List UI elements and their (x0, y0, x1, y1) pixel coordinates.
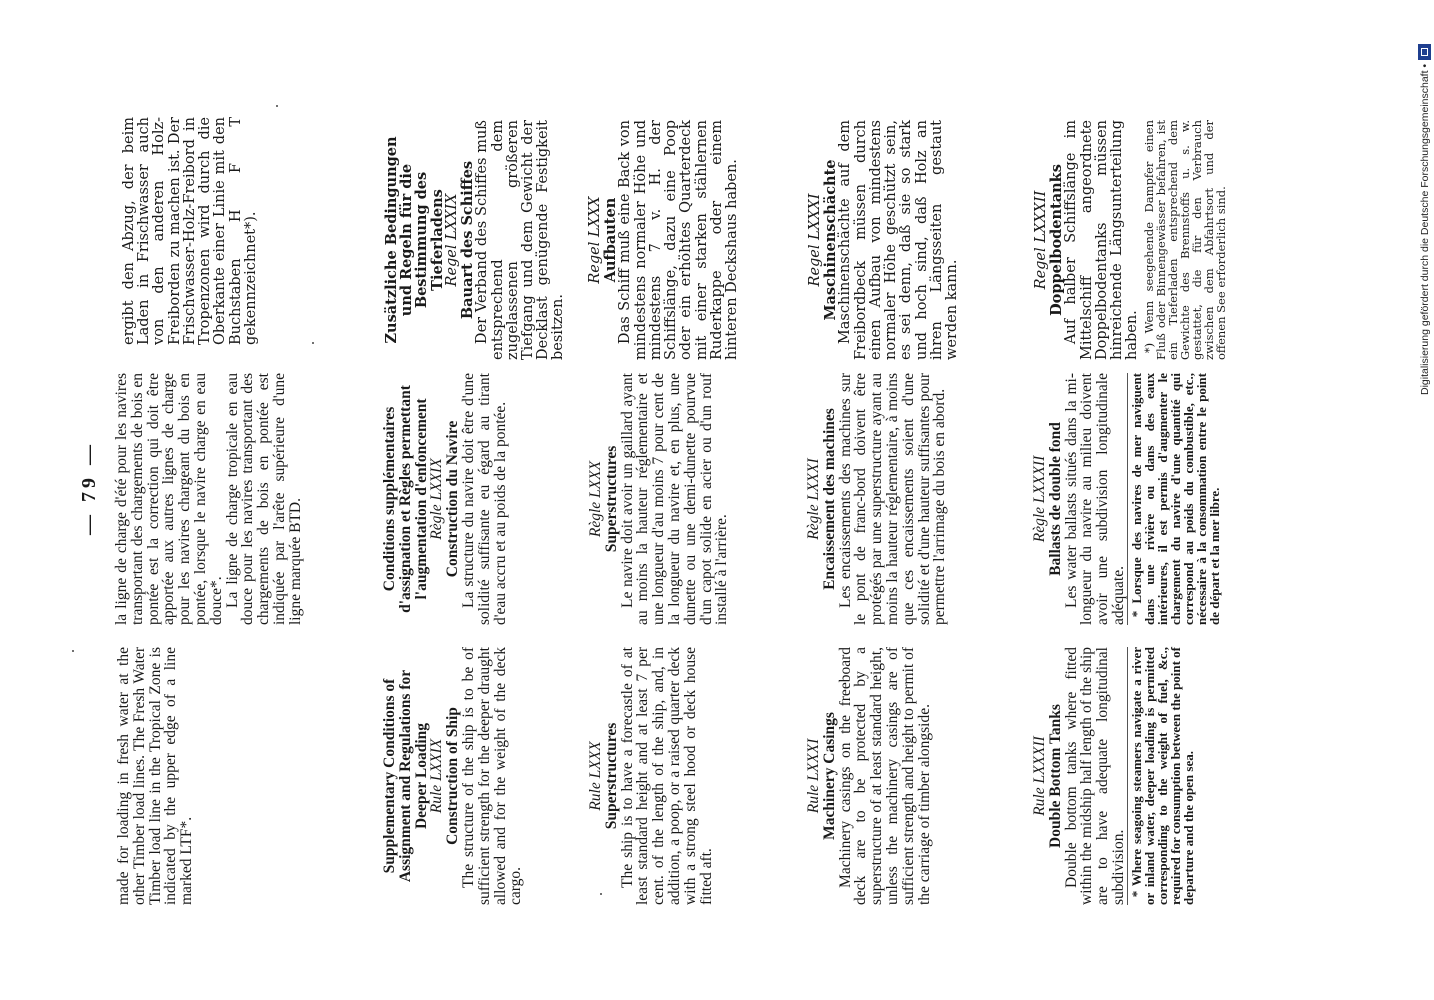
english-footnote: * Where seagoing steamers navigate a river or inland water, deeper loading is permitted corresponding to the weight of fuel, &c., required for consumption between the point of departure and the open sea. (1128, 647, 1196, 905)
french-rule80-heading: Superstructures (602, 445, 620, 553)
english-intro-column (116, 647, 195, 905)
german-rule82-number: Regel LXXXII (1033, 190, 1049, 290)
german-rule79-text: Der Verband des Schiffes muß entsprechend dem zugelassenen größeren Tiefgang und dem Gewicht der Decklast genügende Festigkeit besitzen. (474, 120, 567, 360)
german-rule79-number: Regel LXXIX (443, 193, 460, 287)
english-rule79-heading: Construction of Ship (444, 707, 462, 845)
scan-speck (312, 342, 314, 344)
digitization-credit (1418, 44, 1431, 395)
english-rule80-heading: Superstructures (602, 722, 620, 830)
german-rule82-text: Auf halber Schiffslänge im Mittelschiff angeordnete Doppelbodentanks müssen hinreichende Längsunterteilung haben. (1063, 120, 1141, 360)
scan-speck (600, 893, 602, 895)
french-footnote: * Lorsque des navires de mer naviguent dans une rivière ou dans des eaux intérieures, il est permis d'augmenter le chargement du navire d'une quantité qui correspond au poids du combustible, etc., nécessaire à la consommation entre le point de départ et la mer libre. (1128, 373, 1222, 625)
english-rule80-number: Rule LXXX (587, 741, 604, 811)
scan-speck (276, 105, 278, 107)
english-intro-text: made for loading in fresh water at the other Timber load lines. The Fresh Water Timber load line in the Tropical Zone is indicated by the upper edge of a line marked LTF*. (115, 647, 196, 905)
french-rule82-column (1032, 373, 1221, 625)
french-rule81-number: Règle LXXXI (805, 458, 822, 540)
french-intro-text: la ligne de charge d'été pour les navires transportant des chargements de bois en pontée est la correction qui doit être apportée aux autres lignes de charge pour les navires chargeant du bois en pontée, lorsque le navire charge en eau douce*. (113, 373, 225, 625)
english-rule82-number: Rule LXXXII (1031, 736, 1048, 816)
english-rule80-text: The ship is to have a forecastle of at least standard height and at least 7 per cent. of the length of the ship, and, in addition, a poop, or a raised quarter deck with a strong steel hood or deck house fitted aft. (618, 647, 715, 905)
french-rule80-column (588, 373, 730, 625)
german-rule81-number: Regel LXXXI (807, 193, 823, 287)
german-rule79-heading: Bauart des Schiffes (459, 160, 477, 320)
english-rule81-column (806, 647, 932, 905)
french-rule81-column (806, 373, 948, 625)
french-rule79-heading: Construction du Navire (444, 420, 462, 578)
french-rule81-heading: Encaissement des machines (820, 408, 838, 590)
french-intro-column (114, 373, 304, 625)
german-rule81-text: Maschinenschächte auf dem Freibordbeck müssen durch einen Aufbau von mindestens normaler Höhe geschützt sein, es sei denn, daß sie so stark und hoch sind, daß Holz an ihren Längsseiten gestaut werden kann. (837, 120, 960, 360)
german-rule80-text: Das Schiff muß eine Back von mindestens normaler Höhe und mindestens 7 v. H. der Schiffslänge, dazu eine Poop oder ein erhöhtes Quarterdeck mit einer starken stählernen Ruderkappe oder einem hinteren Deckshaus haben. (617, 120, 740, 360)
digitization-credit-text: Digitalisierung gefördert durch die Deutsche Forschungsgemeinschaft • (1418, 63, 1431, 395)
french-rule80-text: Le navire doit avoir un gaillard ayant au moins la hauteur réglementaire et une longueur d'au moins 7 pour cent de la longueur du navire et, en plus, une dunette ou une demi-dunette pourvue d'un capot solide en acier ou d'un rouf installé à l'arrière. (618, 373, 731, 625)
english-rule82-column (1032, 647, 1195, 905)
german-rule80-number: Regel LXXX (587, 196, 603, 284)
english-section-heading: Supplementary Conditions of Assignment and Regulations for Deeper Loading (381, 669, 430, 883)
english-rule81-heading: Machinery Casings (820, 712, 838, 840)
french-rule80-number: Règle LXXX (587, 460, 604, 538)
scan-speck (72, 650, 74, 652)
german-intro-text: ergibt den Abzug, der beim Laden in Frischwasser auch von den anderen Holz-Freiborden zu machen ist. Der Frischwasser-Holz-Freibord in Tropenzonen wird durch die Oberkante einer Linie mit den Buchstaben H F T gekennzeichnet*). (121, 117, 259, 345)
english-rule82-heading: Double Bottom Tanks (1046, 704, 1064, 848)
page-number: — 79 — (78, 441, 100, 535)
english-rule79-column (382, 647, 524, 905)
english-rule80-column (588, 647, 714, 905)
german-rule81-column (808, 120, 960, 360)
german-rule79-column (384, 120, 567, 360)
english-rule81-number: Rule LXXXI (805, 738, 822, 814)
french-intro-text-2: La ligne de charge tropicale en eau douce pour les navires transportant des chargements de bois en pontée est indiquée par l'arête supérieure d'une ligne marquée BTD. (223, 373, 304, 625)
german-rule82-column (1034, 120, 1227, 360)
french-rule79-number: Règle LXXIX (428, 458, 446, 540)
english-rule81-text: Machinery casings on the freeboard deck are to be protected by a superstructure of at least standard height, unless the machinery casings are of sufficient strength and height to permit of the carriage of timber alongside. (836, 647, 933, 905)
english-rule79-text: The structure of the ship is to be of sufficient strength for the deeper draught allowed and for the weight of the deck cargo. (459, 647, 525, 905)
french-rule81-text: Les encaissements des machines sur le pont de franc-bord doivent être protégés par une superstructure ayant au moins la hauteur réglementaire, à moins que ces encaissements soient d'une solidité et d'une hauteur suffisantes pour permettre l'arrimage du bois en abord. (836, 373, 949, 625)
dfg-logo (1418, 44, 1431, 60)
french-section-heading: Conditions supplémentaires d'assignation et Règles permettant l'augmentation d'enfoncement (381, 385, 430, 613)
german-rule82-heading: Doppelbodentanks (1048, 164, 1066, 316)
german-rule81-heading: Maschinenschächte (822, 159, 840, 321)
french-rule82-text: Les water ballasts situés dans la mi-longueur du navire au milieu doivent avoir une subdivision longitudinale adéquate. (1062, 373, 1127, 625)
english-rule79-number: Rule LXXIX (428, 738, 446, 814)
french-rule79-column (382, 373, 508, 625)
german-rule80-column (588, 120, 740, 360)
german-rule80-heading: Aufbauten (602, 197, 620, 283)
french-rule82-heading: Ballasts de double fond (1046, 422, 1064, 576)
german-footnote: *) Wenn seegehende Dampfer einen Fluß oder Binnengewässer befahren, ist ein Tieferladen entsprechend dem Gewichte des Brennstoffs u. s. w. gestattet, die für den Verbrauch zwischen dem Abfahrtsort und der offenen See erforderlich sind. (1141, 120, 1228, 360)
french-rule79-text: La structure du navire doit être d'une solidité suffisante eu égard au tirant d'eau accru et au poids de la pontée. (459, 373, 509, 625)
french-rule82-number: Règle LXXXII (1031, 455, 1048, 543)
german-intro-column (122, 117, 259, 345)
english-rule82-text: Double bottom tanks where fitted within the midship half length of the ship are to have adequate longitudinal subdivision. (1062, 647, 1127, 905)
german-section-heading: Zusätzliche Bedingungen und Regeln für die Bestimmung des Tieferladens (383, 136, 446, 344)
